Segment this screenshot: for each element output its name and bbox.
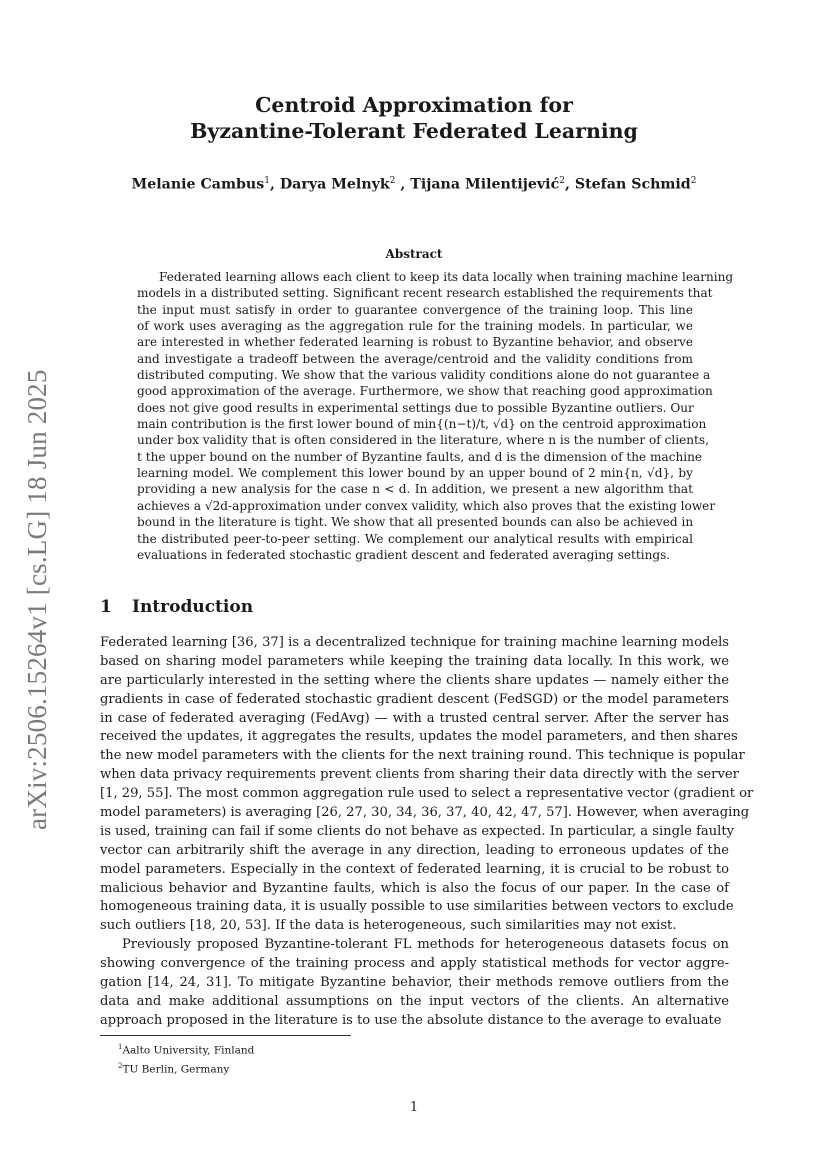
paragraph-line: model parameters) is averaging [26, 27, 30, 34, 36, 37, 40, 42, 47, 57]. However, when averaging	[100, 805, 750, 821]
section-heading	[100, 597, 728, 617]
footnote-text: TU Berlin, Germany	[122, 1063, 230, 1075]
abstract-line: evaluations in federated stochastic gradient descent and federated averaging settings.	[137, 547, 671, 562]
abstract-line: bound in the literature is tight. We show that all presented bounds can also be achieved in	[137, 515, 694, 530]
abstract-line: main contribution is the first lower bound of min{(n−t)/t, √d} on the centroid approximation	[137, 417, 707, 432]
author-separator: ,	[564, 176, 575, 193]
author-affiliation-mark: 2	[690, 176, 697, 186]
author-separator: ,	[395, 176, 411, 193]
paragraph-line: are particularly interested in the setting where the clients share updates — namely either the	[100, 672, 729, 688]
paragraph-line: such outliers [18, 20, 53]. If the data is heterogeneous, such similarities may not exist.	[100, 918, 677, 934]
author-affiliation-mark: 2	[389, 176, 396, 186]
abstract-line: achieves a √2d-approximation under convex validity, which also proves that the existing lower	[137, 498, 716, 513]
paragraph-line: Previously proposed Byzantine-tolerant FL methods for heterogeneous datasets focus on	[122, 937, 729, 953]
abstract-heading: Abstract	[385, 247, 443, 261]
abstract-line: t the upper bound on the number of Byzantine faults, and d is the dimension of the machine	[137, 449, 703, 464]
paragraph-line: gradients in case of federated stochastic gradient descent (FedSGD) or the model parameters	[100, 691, 729, 707]
footnote-mark: 2	[118, 1061, 123, 1070]
abstract-line: distributed computing. We show that the various validity conditions alone do not guarantee a	[137, 368, 711, 383]
paragraph-line: vector can arbitrarily shift the average in any direction, leading to erroneous updates of the	[100, 842, 729, 858]
abstract-line: of work uses averaging as the aggregation rule for the training models. In particular, we	[137, 319, 693, 334]
abstract-line: models in a distributed setting. Significant recent research established the requirements that	[137, 286, 713, 301]
author-name: Melanie Cambus	[131, 176, 265, 193]
abstract-line: the input must satisfy in order to guarantee convergence of the training loop. This line	[137, 302, 693, 317]
abstract-line: does not give good results in experimental settings due to possible Byzantine outliers. Our	[137, 400, 694, 415]
paragraph-line: Federated learning [36, 37] is a decentralized technique for training machine learning models	[100, 635, 729, 650]
paragraph-line: the new model parameters with the clients for the next training round. This technique is popular	[100, 748, 745, 764]
paragraph-line: gation [14, 24, 31]. To mitigate Byzantine behavior, their methods remove outliers from the	[100, 975, 729, 991]
abstract-line: under box validity that is often considered in the literature, where n is the number of clients,	[137, 433, 709, 448]
title-line-2: Byzantine-Tolerant Federated Learning	[190, 119, 638, 143]
abstract-line: learning model. We complement this lower bound by an upper bound of 2 min{n, √d}, by	[137, 466, 693, 481]
footnotes	[118, 1040, 254, 1077]
paragraph-line: when data privacy requirements prevent clients from sharing their data directly with the server	[100, 767, 739, 783]
author-affiliation-mark: 1	[264, 176, 270, 186]
abstract-line: the distributed peer-to-peer setting. We complement our analytical results with empirical	[137, 531, 693, 546]
abstract-line: and investigate a tradeoff between the average/centroid and the validity conditions from	[137, 351, 693, 366]
footnote-mark: 1	[118, 1043, 123, 1051]
author-name: Tijana Milentijević	[410, 176, 560, 193]
footnote-item	[118, 1059, 254, 1078]
paragraph-line: [1, 29, 55]. The most common aggregation rule used to select a representative vector (gradient or	[100, 786, 754, 802]
paragraph-line: data and make additional assumptions on the input vectors of the clients. An alternative	[100, 993, 729, 1009]
paragraph-line: received the updates, it aggregates the results, updates the model parameters, and then shares	[100, 729, 738, 745]
footnote-text: Aalto University, Finland	[122, 1044, 255, 1057]
title-line-1: Centroid Approximation for	[255, 93, 573, 117]
paragraph-line: homogeneous training data, it is usually possible to use similarities between vectors to exclude	[100, 899, 734, 915]
page-number: 1	[409, 1100, 419, 1115]
paper-title	[100, 92, 728, 144]
paragraph-line: in case of federated averaging (FedAvg) — with a trusted central server. After the server has	[100, 710, 729, 726]
paragraph-line: is used, training can fail if some clients do not behave as expected. In particular, a single faulty	[100, 823, 735, 839]
paragraph-line: approach proposed in the literature is to use the absolute distance to the average to evaluate	[100, 1012, 722, 1028]
paragraph-line: showing convergence of the training process and apply statistical methods for vector aggre-	[100, 956, 729, 972]
abstract-text	[137, 269, 734, 563]
footnote-divider	[100, 1035, 351, 1036]
abstract-line: providing a new analysis for the case n < d. In addition, we present a new algorithm that	[137, 482, 693, 497]
paragraph-line: based on sharing model parameters while keeping the training data locally. In this work, we	[100, 653, 729, 669]
author-list	[100, 176, 728, 193]
author-name: Darya Melnyk	[279, 176, 390, 193]
introduction-text	[100, 634, 754, 1031]
abstract-line: Federated learning allows each client to keep its data locally when training machine learning	[159, 270, 734, 284]
author-separator: ,	[269, 176, 280, 193]
abstract-line: good approximation of the average. Furthermore, we show that reaching good approximation	[137, 384, 713, 399]
arxiv-identifier: arXiv:2506.15264v1 [cs.LG] 18 Jun 2025	[22, 369, 52, 830]
section-number: 1	[100, 597, 112, 617]
paragraph-line: malicious behavior and Byzantine faults, which is also the focus of our paper. In the case of	[100, 880, 729, 896]
paragraph-line: model parameters. Especially in the context of federated learning, it is crucial to be robust to	[100, 861, 729, 877]
author-affiliation-mark: 2	[559, 176, 565, 186]
section-title: Introduction	[132, 597, 254, 617]
author-name: Stefan Schmid	[574, 176, 691, 193]
abstract-line: are interested in whether federated learning is robust to Byzantine behavior, and observe	[137, 335, 693, 350]
footnote-item	[118, 1040, 254, 1059]
